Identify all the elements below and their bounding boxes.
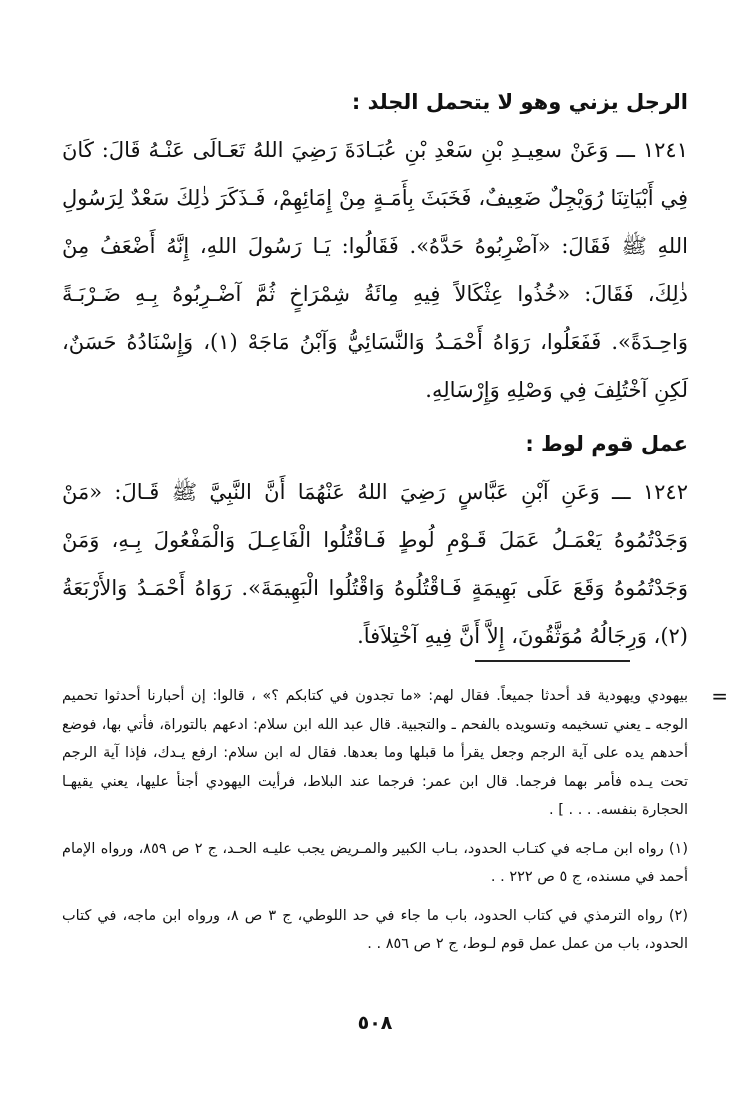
hadith-1242: ١٢٤٢ ـــ وَعَنِ آبْنِ عَبَّاسٍ رَضِيَ اللهُ عَنْهُمَا أَنَّ النَّبِيَّ ﷺ قَـالَ: «مَنْ وَجَدْتُمُوهُ يَعْمَـلُ عَمَلَ قَـوْمِ لُوطٍ فَـاقْتُلُوا الْفَاعِـلَ وَالْمَفْعُولَ بِـهِ، وَمَنْ وَجَدْتُمُوهُ وَقَعَ عَلَى بَهِيمَةٍ فَـاقْتُلُوهُ وَاقْتُلُوا الْبَهِيمَةَ». رَوَاهُ أَحْمَـدُ وَالأَرْبَعَةُ (٢)، وَرِجَالُهُ مُوَثَّقُونَ، إِلاَّ أَنَّ فِيهِ آخْتِلاَفاً. (62, 480, 688, 648)
page-number: ٥٠٨ (357, 1012, 393, 1034)
hadith-1241: ١٢٤١ ـــ وَعَنْ سعِيـدِ بْنِ سَعْدِ بْنِ عُبَـادَةَ رَضِيَ اللهُ تَعَـالَى عَنْـهُ قَالَ: كَانَ فِي أَبْيَاتِنَا رُوَيْجِلٌ ضَعِيفٌ، فَخَبَثَ بِأَمَـةٍ مِنْ إِمَائِهِمْ، فَـذَكَرَ ذٰلِكَ سَعْدٌ لِرَسُولِ اللهِ ﷺ فَقَالَ: «آضْرِبُوهُ حَدَّهُ». فَقَالُوا: يَـا رَسُولَ اللهِ، إِنَّهُ أَضْعَفُ مِنْ ذٰلِكَ، فَقَالَ: «خُذُوا عِثْكَالاً فِيهِ مِائَةُ شِمْرَاخٍ ثُمَّ آضْـرِبُوهُ بِـهِ ضَـرْبَـةً وَاحِـدَةً». فَفَعَلُوا، رَوَاهُ أَحْمَـدُ وَالنَّسَائِيُّ وَآبْنُ مَاجَهْ (١)، وَإِسْنَادُهُ حَسَنٌ، لَكِنِ آخْتُلِفَ فِي وَصْلِهِ وَإِرْسَالِهِ. (62, 138, 688, 402)
footnotes-section (62, 682, 728, 969)
footnote-continuation (62, 682, 728, 825)
section-heading-lut: عمل قوم لوط : (525, 432, 688, 456)
footnote-separator (475, 660, 630, 662)
section-heading-adultery: الرجل يزني وهو لا يتحمل الجلد : (351, 90, 688, 114)
footnote-2: (٢) رواه الترمذي في كتاب الحدود، باب ما جاء في حد اللوطي، ج ٣ ص ٨، ورواه ابن ماجه، في كتاب الحدود، باب من عمل عمل قوم لـوط، ج ٢ ص ٨٥٦ . . (62, 907, 688, 952)
footnote-continuation-text: بيهودي ويهودية قد أحدثا جميعاً. فقال لهم: «ما تجدون في كتابكم ؟» ، قالوا: إن أحبارنا أحدثوا تحميم الوجه ـ يعني تسخيمه وتسويده بالفحم ـ والتجبية. قال عبد الله ابن سلام: ادعهم بالتوراة، فأتي بها، فوضع أحدهم يده على آية الرجم وجعل يقرأ ما قبلها وما بعدها. فقال له ابن سلام: ارفع يـدك، فإذا آية الرجم تحت يـده فأمر بهما فرجما. قال ابن عمر: فرجما عند البلاط، فرأيت اليهودي أجنأ عليها، يعني يقيهـا الحجارة بنفسه. . . . ] . (62, 688, 688, 818)
main-text (62, 82, 688, 670)
footnote-1: (١) رواه ابن مـاجه في كتـاب الحدود، بـاب الكبير والمـريض يجب عليـه الحـد، ج ٢ ص ٨٥٩، ورواه الإمام أحمد في مسنده، ج ٥ ص ٢٢٢ . . (62, 840, 688, 885)
continuation-mark: = (711, 684, 728, 708)
